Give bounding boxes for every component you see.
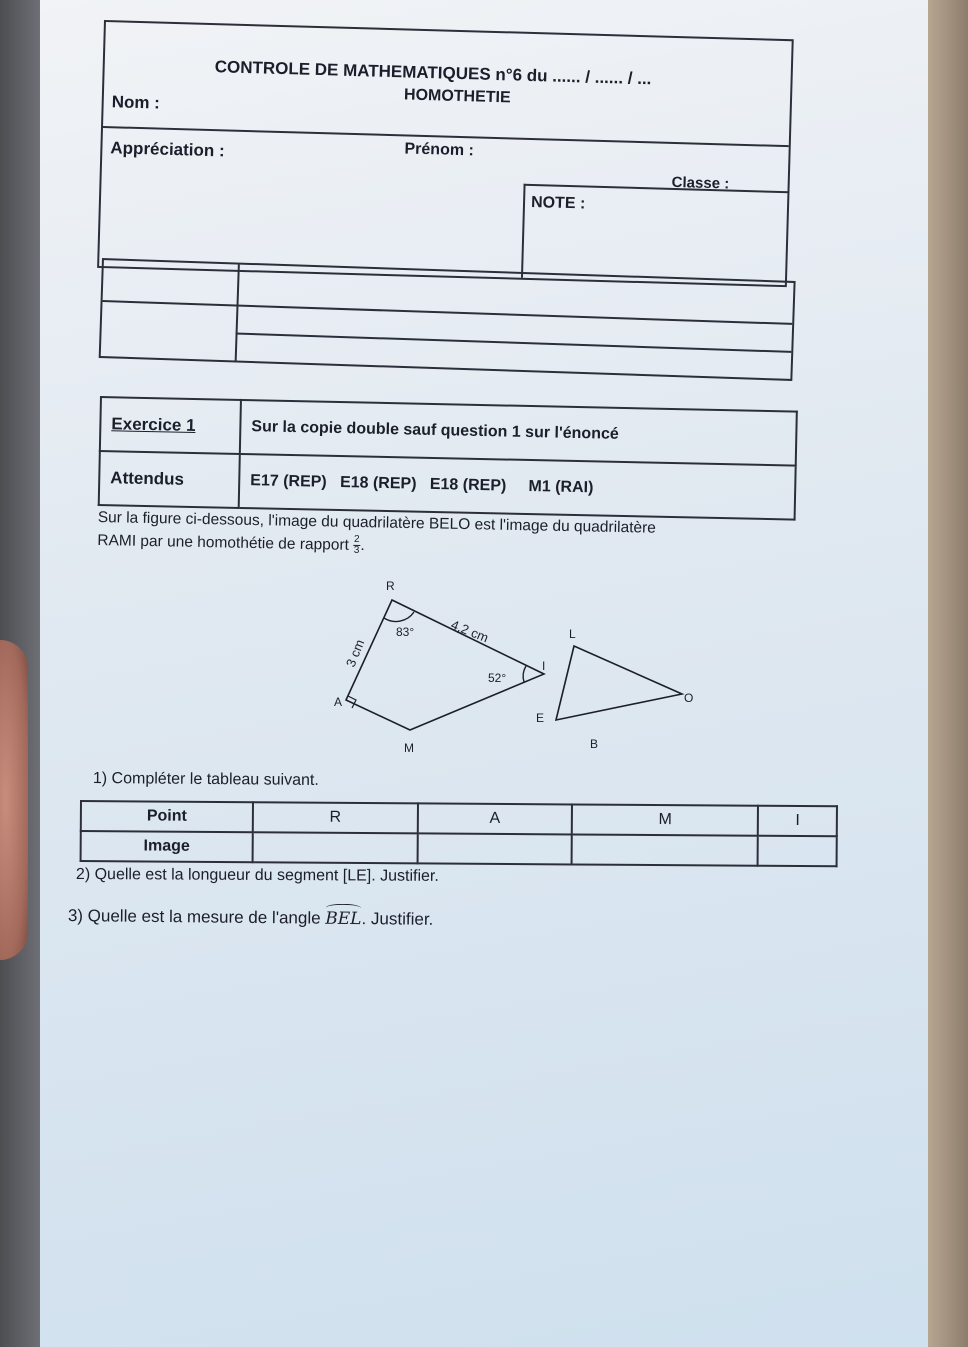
note-label: NOTE : [530, 193, 586, 213]
point-cell: A [418, 803, 572, 834]
quadrilateral-belo [556, 646, 682, 720]
angle-bel: BEL [325, 908, 362, 930]
question-3-end: . Justifier. [361, 909, 434, 929]
angle-mark-r [384, 612, 414, 621]
statement-line-1: Sur la figure ci-dessous, l'image du quadrilatère BELO est l'image du quadrilatère [97, 508, 657, 537]
vertex-e: E [536, 711, 545, 725]
vertex-a: A [334, 695, 343, 709]
image-table [80, 800, 838, 867]
angle-i-label: 52° [488, 671, 507, 685]
vertex-b: B [590, 737, 599, 751]
point-cell: I [758, 806, 837, 837]
vertex-m: M [404, 741, 414, 755]
image-cell [253, 832, 418, 863]
ratio-numerator: 2 [353, 534, 360, 546]
attendus-label: Attendus [99, 451, 240, 508]
image-cell [758, 836, 837, 867]
classe-label: Classe : [671, 173, 730, 193]
question-3-text: 3) Quelle est la mesure de l'angle [67, 906, 326, 928]
side-ri-label: 4,2 cm [448, 616, 491, 646]
quadrilateral-rami [346, 600, 544, 730]
vertex-r: R [386, 579, 395, 593]
exercise-table [98, 396, 798, 521]
note-box-top [524, 184, 790, 193]
angle-mark-i [523, 666, 526, 682]
grid-line [103, 300, 793, 325]
ratio-end: . [360, 537, 365, 555]
appreciation-label: Appréciation : [110, 138, 225, 161]
question-1: 1) Compléter le tableau suivant. [92, 770, 319, 789]
exam-theme: HOMOTHETIE [403, 86, 511, 107]
image-cell [418, 833, 572, 864]
grid-line [235, 265, 240, 361]
point-header: Point [81, 801, 253, 832]
point-cell: R [253, 802, 418, 833]
grid-line [236, 332, 792, 352]
question-3 [68, 906, 434, 930]
exercise-label: Exercice 1 [100, 397, 241, 454]
note-box-divider [521, 184, 526, 278]
exam-title: CONTROLE DE MATHEMATIQUES n°6 du ...... / ...... / ... [214, 57, 652, 89]
question-2: 2) Quelle est la longueur du segment [LE]. Justifier. [75, 866, 439, 885]
prenom-label: Prénom : [404, 140, 475, 160]
vertex-i: I [542, 659, 546, 673]
exercise-instruction: Sur la copie double sauf question 1 sur l'énoncé [240, 400, 797, 466]
vertex-l: L [569, 627, 576, 641]
statement-line-2-text: RAMI par une homothétie de rapport [97, 531, 350, 554]
point-cell: M [572, 804, 759, 835]
image-header: Image [81, 831, 253, 862]
image-cell [572, 834, 759, 865]
image-row [81, 831, 837, 866]
header-box [97, 20, 794, 287]
angle-r-label: 83° [396, 625, 415, 639]
nom-label: Nom : [111, 92, 161, 113]
vertex-o: O [684, 691, 694, 705]
side-ra-label: 3 cm [342, 637, 368, 670]
ratio-denominator: 3 [353, 545, 360, 557]
homothety-figure [320, 570, 740, 760]
attendus-values: E17 (REP) E18 (REP) E18 (REP) M1 (RAI) [239, 454, 796, 520]
